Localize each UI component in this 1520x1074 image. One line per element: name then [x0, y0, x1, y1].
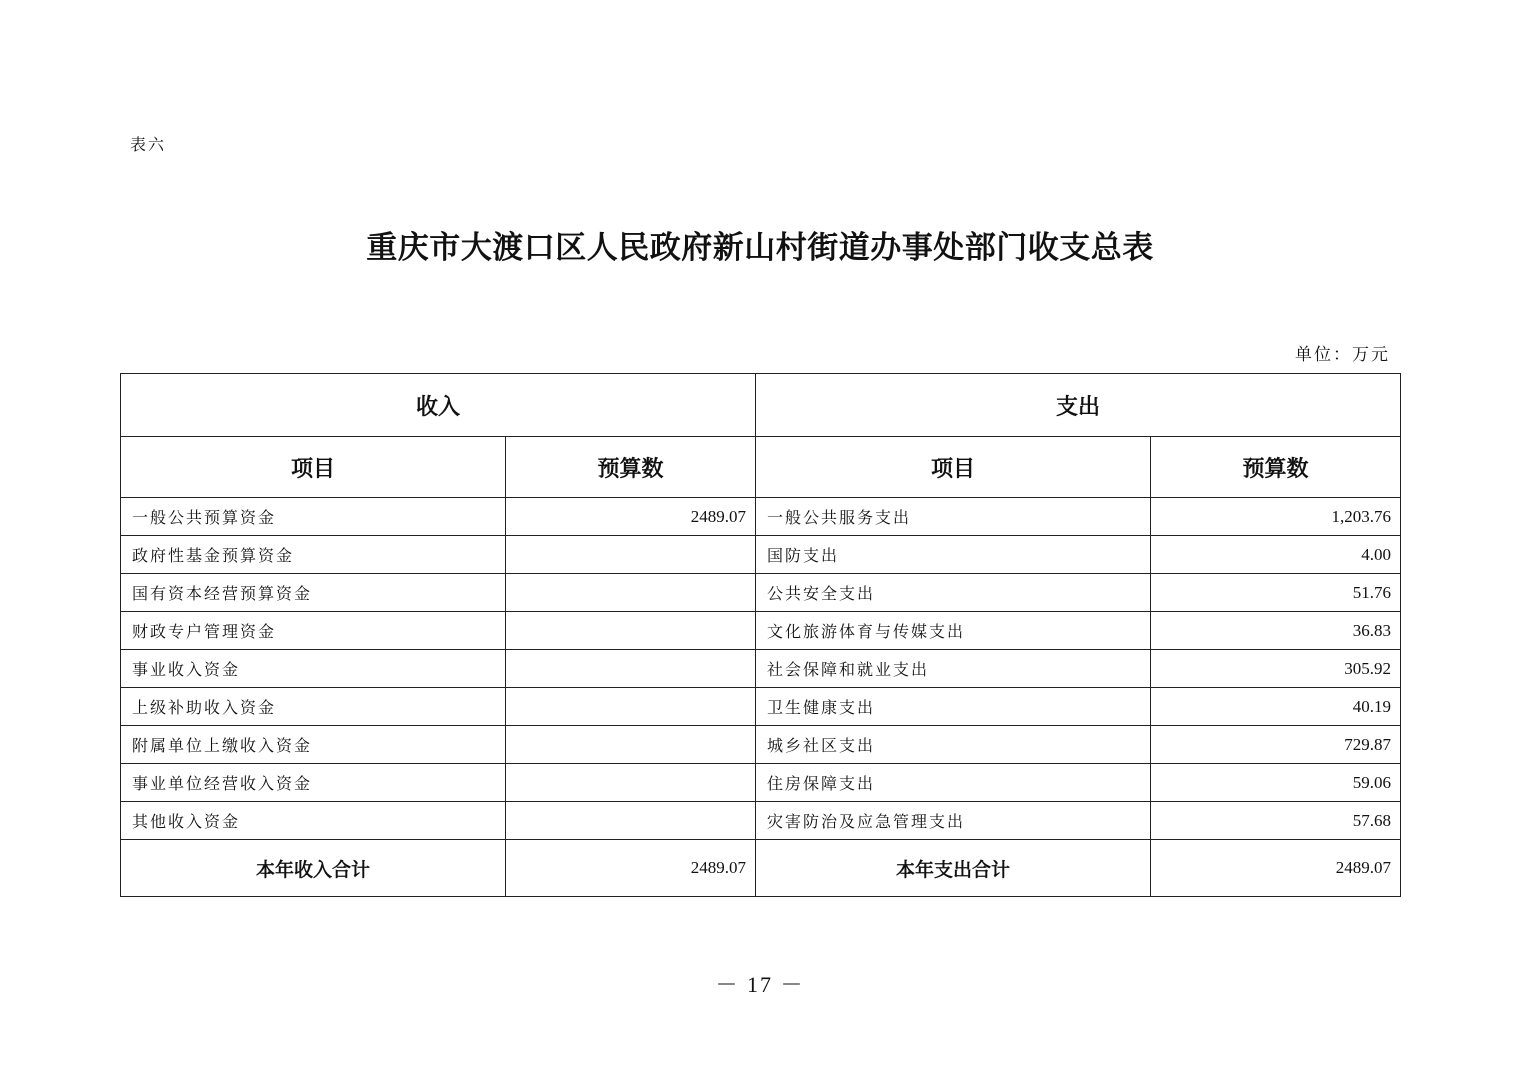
- expense-item: 卫生健康支出: [756, 688, 1151, 726]
- expense-amount: 1,203.76: [1151, 498, 1401, 536]
- expense-item: 公共安全支出: [756, 574, 1151, 612]
- table-label: 表六: [130, 135, 167, 154]
- income-header: 收入: [121, 374, 756, 437]
- income-amount: 2489.07: [506, 498, 756, 536]
- income-item: 财政专户管理资金: [121, 612, 506, 650]
- income-item: 事业单位经营收入资金: [121, 764, 506, 802]
- expense-item: 城乡社区支出: [756, 726, 1151, 764]
- expense-amount: 36.83: [1151, 612, 1401, 650]
- income-total-amount: 2489.07: [506, 840, 756, 897]
- income-amount: [506, 612, 756, 650]
- income-amount: [506, 726, 756, 764]
- income-item: 政府性基金预算资金: [121, 536, 506, 574]
- unit-note: 单位：万元: [1295, 345, 1390, 365]
- table-row: [121, 650, 1401, 688]
- column-header-row: [121, 437, 1401, 498]
- income-item: 一般公共预算资金: [121, 498, 506, 536]
- table-row: [121, 536, 1401, 574]
- income-item: 国有资本经营预算资金: [121, 574, 506, 612]
- expense-amount: 51.76: [1151, 574, 1401, 612]
- income-amount: [506, 688, 756, 726]
- income-amount: [506, 536, 756, 574]
- expense-item: 社会保障和就业支出: [756, 650, 1151, 688]
- table-row: [121, 574, 1401, 612]
- income-total-label: 本年收入合计: [121, 840, 506, 897]
- expense-budget-column-header: 预算数: [1151, 437, 1401, 498]
- income-item: 附属单位上缴收入资金: [121, 726, 506, 764]
- income-amount: [506, 802, 756, 840]
- expense-amount: 57.68: [1151, 802, 1401, 840]
- page-number: － 17 －: [715, 972, 805, 997]
- table-row: [121, 764, 1401, 802]
- income-item: 上级补助收入资金: [121, 688, 506, 726]
- total-row: [121, 840, 1401, 897]
- expense-amount: 305.92: [1151, 650, 1401, 688]
- expense-amount: 4.00: [1151, 536, 1401, 574]
- income-amount: [506, 574, 756, 612]
- table-row: [121, 612, 1401, 650]
- income-amount: [506, 650, 756, 688]
- expense-amount: 729.87: [1151, 726, 1401, 764]
- expense-amount: 40.19: [1151, 688, 1401, 726]
- income-budget-column-header: 预算数: [506, 437, 756, 498]
- table-row: [121, 802, 1401, 840]
- table-row: [121, 688, 1401, 726]
- expense-item: 国防支出: [756, 536, 1151, 574]
- income-item-column-header: 项目: [121, 437, 506, 498]
- expense-total-label: 本年支出合计: [756, 840, 1151, 897]
- section-header-row: [121, 374, 1401, 437]
- expense-total-amount: 2489.07: [1151, 840, 1401, 897]
- income-item: 其他收入资金: [121, 802, 506, 840]
- expense-item: 一般公共服务支出: [756, 498, 1151, 536]
- income-item: 事业收入资金: [121, 650, 506, 688]
- income-amount: [506, 764, 756, 802]
- page-title: 重庆市大渡口区人民政府新山村街道办事处部门收支总表: [366, 230, 1154, 266]
- budget-summary-table: [120, 373, 1401, 897]
- expense-amount: 59.06: [1151, 764, 1401, 802]
- expense-header: 支出: [756, 374, 1401, 437]
- expense-item: 住房保障支出: [756, 764, 1151, 802]
- expense-item: 灾害防治及应急管理支出: [756, 802, 1151, 840]
- table-row: [121, 726, 1401, 764]
- expense-item: 文化旅游体育与传媒支出: [756, 612, 1151, 650]
- table-row: [121, 498, 1401, 536]
- expense-item-column-header: 项目: [756, 437, 1151, 498]
